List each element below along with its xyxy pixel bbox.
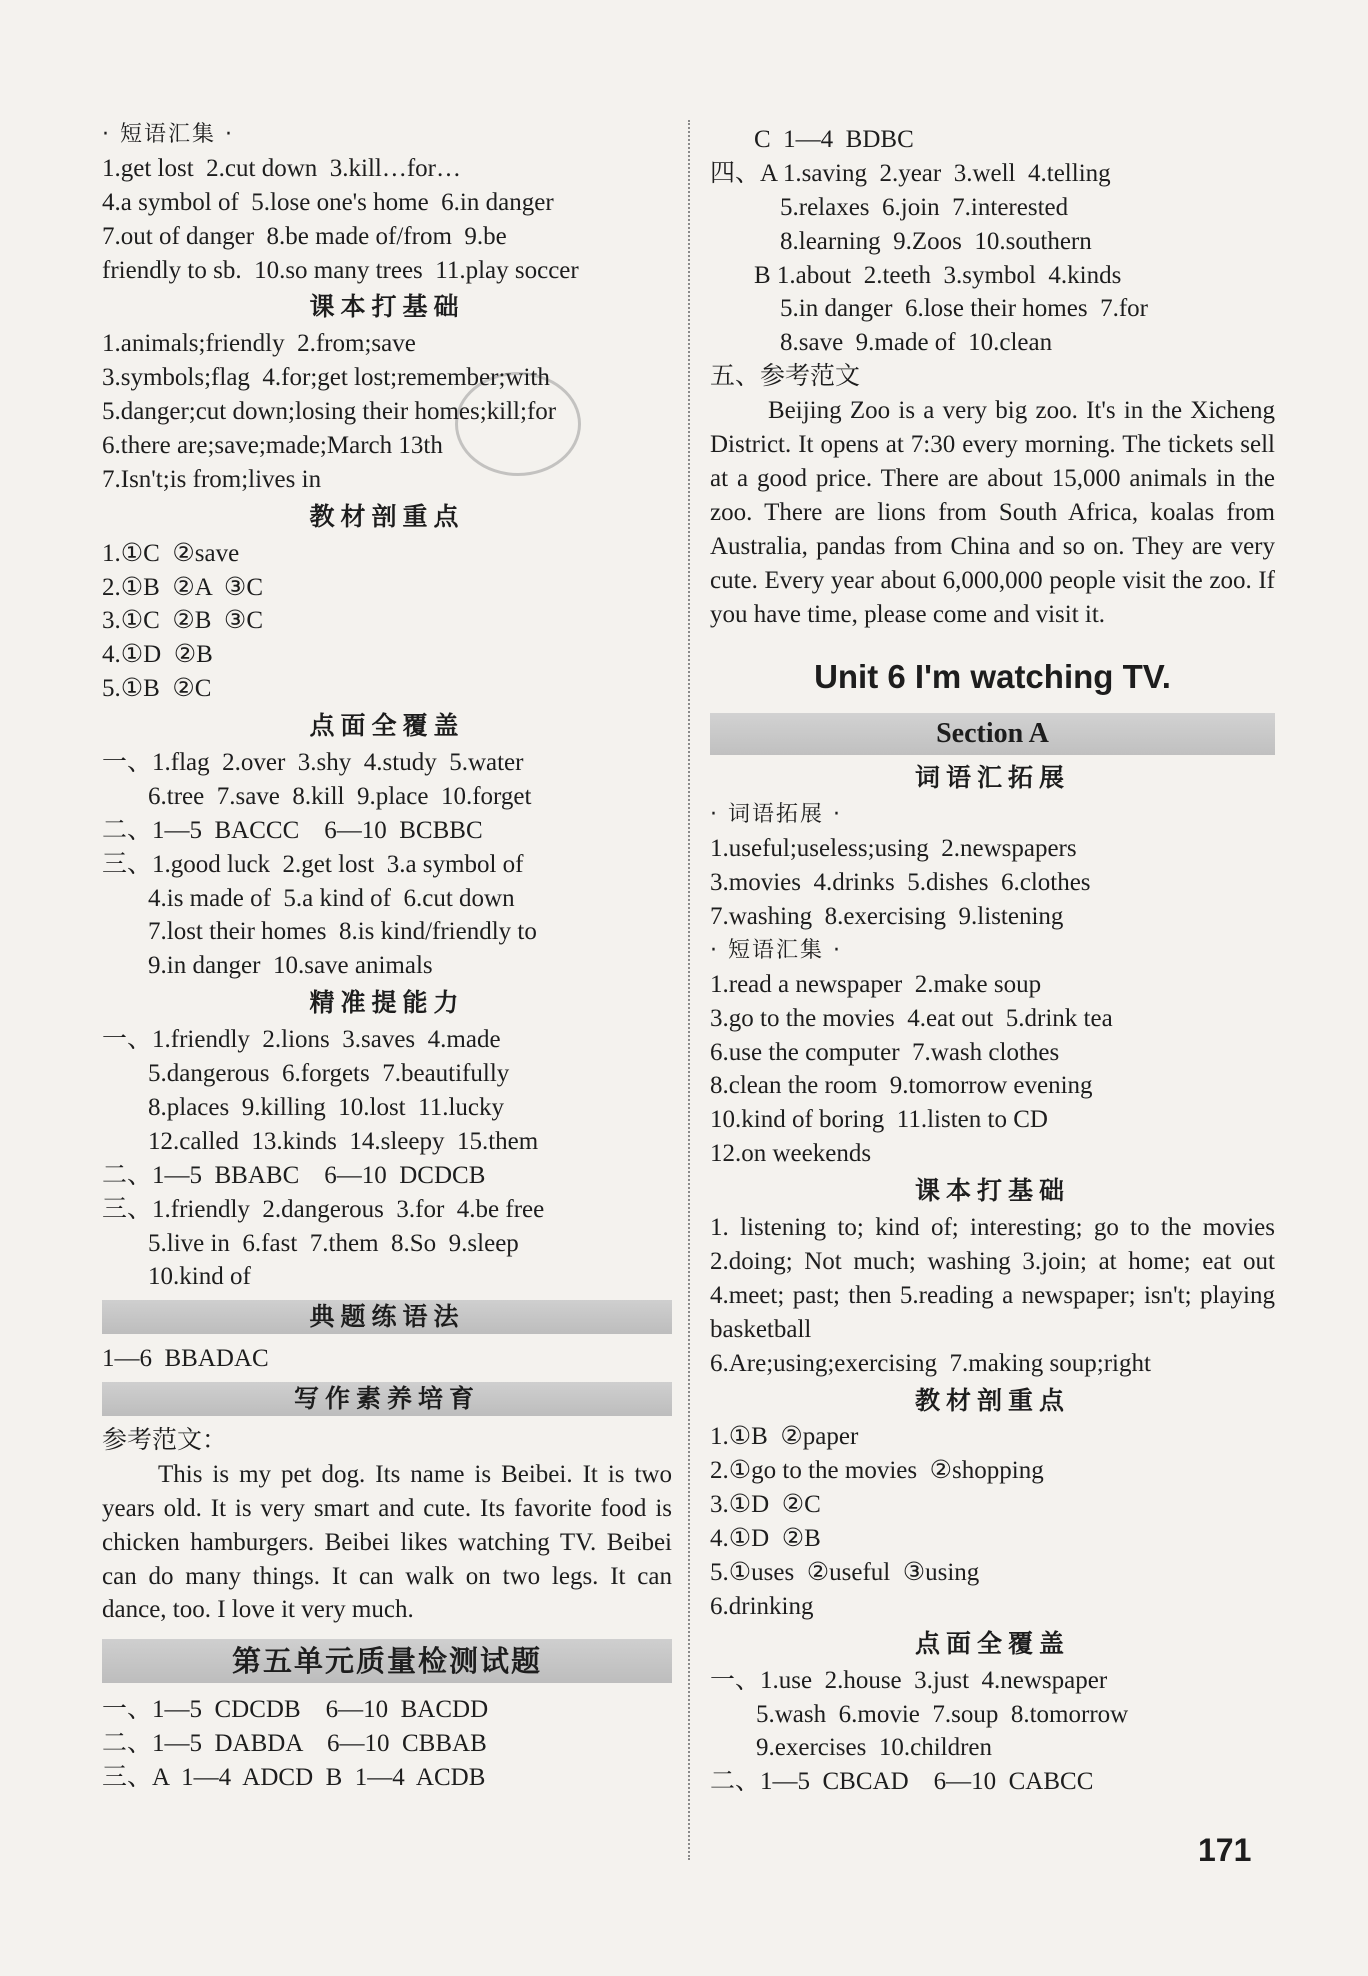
answer-line: 1.useful;useless;using 2.newspapers — [710, 835, 1077, 863]
answer-line: C 1—4 BDBC — [754, 126, 914, 153]
answer-line: 5.danger;cut down;losing their homes;kill;for — [102, 398, 557, 426]
answer-line: 1.animals;friendly 2.from;save — [102, 330, 416, 358]
left-column — [102, 118, 672, 1795]
answer-line: 3.symbols;flag 4.for;get lost;remember;with — [102, 364, 550, 392]
heading-diantilian: 典题练语法 — [102, 1300, 672, 1334]
answer-line: 10.kind of — [148, 1263, 251, 1291]
answer-line: 5.①B ②C — [102, 675, 212, 703]
answer-line: 6.tree 7.save 8.kill 9.place 10.forget — [148, 782, 532, 810]
answer-line: 三、A 1—4 ADCD B 1—4 ACDB — [102, 1764, 486, 1792]
phrase-subheading: · 短语汇集 · — [710, 937, 842, 963]
answer-line: 二、1—5 DABDA 6—10 CBBAB — [102, 1730, 487, 1758]
answer-line: 三、1.friendly 2.dangerous 3.for 4.be free — [102, 1195, 545, 1223]
answer-line: 1.①B ②paper — [710, 1423, 859, 1451]
answer-line: 5.live in 6.fast 7.them 8.So 9.sleep — [148, 1229, 519, 1257]
answer-line: 四、A 1.saving 2.year 3.well 4.telling — [710, 159, 1111, 187]
heading-keben: 课本打基础 — [914, 1176, 1070, 1206]
answer-line: 8.places 9.killing 10.lost 11.lucky — [148, 1093, 504, 1121]
answer-line: 6.there are;save;made;March 13th — [102, 432, 443, 460]
answer-line: 5.wash 6.movie 7.soup 8.tomorrow — [756, 1700, 1129, 1728]
heading-jiaocai: 教材剖重点 — [914, 1385, 1070, 1415]
answer-line: 8.clean the room 9.tomorrow evening — [710, 1072, 1093, 1100]
unit-title: Unit 6 I'm watching TV. — [814, 658, 1171, 696]
heading-jiaocai: 教材剖重点 — [309, 501, 465, 531]
answer-line: 7.washing 8.exercising 9.listening — [710, 903, 1064, 931]
answer-line: 2.①B ②A ③C — [102, 573, 264, 601]
answer-line: 10.kind of boring 11.listen to CD — [710, 1106, 1048, 1134]
answer-line: 7.Isn't;is from;lives in — [102, 465, 322, 493]
answer-line: 三、1.good luck 2.get lost 3.a symbol of — [102, 850, 524, 878]
answer-line: 1.①C ②save — [102, 539, 240, 567]
phrase-subheading: · 短语汇集 · — [102, 122, 234, 147]
answer-line: 9.exercises 10.children — [756, 1734, 993, 1762]
answer-line: 一、1.use 2.house 3.just 4.newspaper — [710, 1666, 1108, 1694]
answer-line: 9.in danger 10.save animals — [148, 952, 433, 980]
phrase-list — [102, 152, 672, 288]
vocab-subheading: · 词语拓展 · — [710, 802, 842, 828]
heading-jingzhun: 精准提能力 — [309, 988, 465, 1018]
heading-cihui: 词语汇拓展 — [914, 763, 1070, 793]
keben-answers: 1. listening to; kind of; interesting; go to the movies 2.doing; Not much; washing 3.join; at home; eat out 4.meet; past; then 5.reading a newspaper; isn't; playing basketball — [710, 1214, 1275, 1343]
answer-line: 1—6 BBADAC — [102, 1345, 269, 1373]
section-title: Section A — [710, 713, 1275, 755]
answer-line: 12.on weekends — [710, 1140, 872, 1168]
phrase-line: 4.a symbol of 5.lose one's home 6.in danger — [102, 188, 554, 216]
answer-line: 2.①go to the movies ②shopping — [710, 1457, 1044, 1485]
answer-line: 3.①D ②C — [710, 1491, 821, 1519]
answer-line: 6.use the computer 7.wash clothes — [710, 1038, 1060, 1066]
answer-line: 3.movies 4.drinks 5.dishes 6.clothes — [710, 869, 1091, 897]
answer-line: 1.read a newspaper 2.make soup — [710, 970, 1042, 998]
answer-line: B 1.about 2.teeth 3.symbol 4.kinds — [754, 261, 1122, 289]
answer-line: 8.learning 9.Zoos 10.southern — [780, 227, 1092, 255]
answer-line: 3.go to the movies 4.eat out 5.drink tea — [710, 1004, 1113, 1032]
column-divider — [688, 120, 691, 1860]
answer-line: 5.①uses ②useful ③using — [710, 1559, 980, 1587]
phrase-line: 7.out of danger 8.be made of/from 9.be — [102, 222, 507, 250]
answer-line: 一、1.friendly 2.lions 3.saves 4.made — [102, 1026, 501, 1054]
answer-line: 二、1—5 BBABC 6—10 DCDCB — [102, 1161, 486, 1189]
heading-dianmian: 点面全覆盖 — [914, 1628, 1070, 1658]
answer-line: 4.①D ②B — [102, 641, 213, 669]
sample-essay-label: 五、参考范文 — [710, 363, 861, 391]
heading-dianmian: 点面全覆盖 — [309, 711, 465, 741]
heading-kebenjichu: 课本打基础 — [309, 292, 465, 322]
answer-line: 6.drinking — [710, 1592, 814, 1620]
answer-line: 6.Are;using;exercising 7.making soup;right — [710, 1349, 1151, 1377]
answer-line: 3.①C ②B ③C — [102, 607, 264, 635]
answer-line: 4.①D ②B — [710, 1525, 821, 1553]
answer-line: 二、1—5 CBCAD 6—10 CABCC — [710, 1768, 1094, 1796]
answer-line: 一、1.flag 2.over 3.shy 4.study 5.water — [102, 749, 524, 777]
answer-line: 二、1—5 BACCC 6—10 BCBBC — [102, 816, 483, 844]
answer-line: 5.dangerous 6.forgets 7.beautifully — [148, 1060, 510, 1088]
sample-essay-pet-dog: This is my pet dog. Its name is Beibei. It is two years old. It is very smart and cute. Its favorite food is chicken hamburgers. Beibei likes watching TV. Beibei can do many things. It can walk on two legs. It can dance, too. I love it very much. — [102, 1460, 672, 1624]
answer-line: 5.relaxes 6.join 7.interested — [780, 193, 1069, 221]
answer-line: 7.lost their homes 8.is kind/friendly to — [148, 918, 537, 946]
phrase-line: friendly to sb. 10.so many trees 11.play soccer — [102, 256, 579, 284]
sample-essay-label: 参考范文： — [102, 1426, 228, 1454]
answer-line: 5.in danger 6.lose their homes 7.for — [780, 295, 1148, 323]
phrase-line: 1.get lost 2.cut down 3.kill…for… — [102, 154, 461, 182]
right-column — [710, 123, 1275, 1799]
heading-xiezuo: 写作素养培育 — [102, 1382, 672, 1416]
answer-line: 一、1—5 CDCDB 6—10 BACDD — [102, 1696, 489, 1724]
heading-unit5-test: 第五单元质量检测试题 — [102, 1639, 672, 1683]
page-number: 171 — [1198, 1832, 1252, 1868]
sample-essay-beijing-zoo: Beijing Zoo is a very big zoo. It's in the Xicheng District. It opens at 7:30 every morning. The tickets sell at a good price. There are about 15,000 animals in the zoo. There are lions from South Africa, koalas from Australia, pandas from China and so on. They are very cute. Every year about 6,000,000 people visit the zoo. If you have time, please come and visit it. — [710, 397, 1275, 628]
answer-line: 4.is made of 5.a kind of 6.cut down — [148, 884, 515, 912]
answer-line: 12.called 13.kinds 14.sleepy 15.them — [148, 1127, 539, 1155]
answer-line: 8.save 9.made of 10.clean — [780, 329, 1053, 357]
